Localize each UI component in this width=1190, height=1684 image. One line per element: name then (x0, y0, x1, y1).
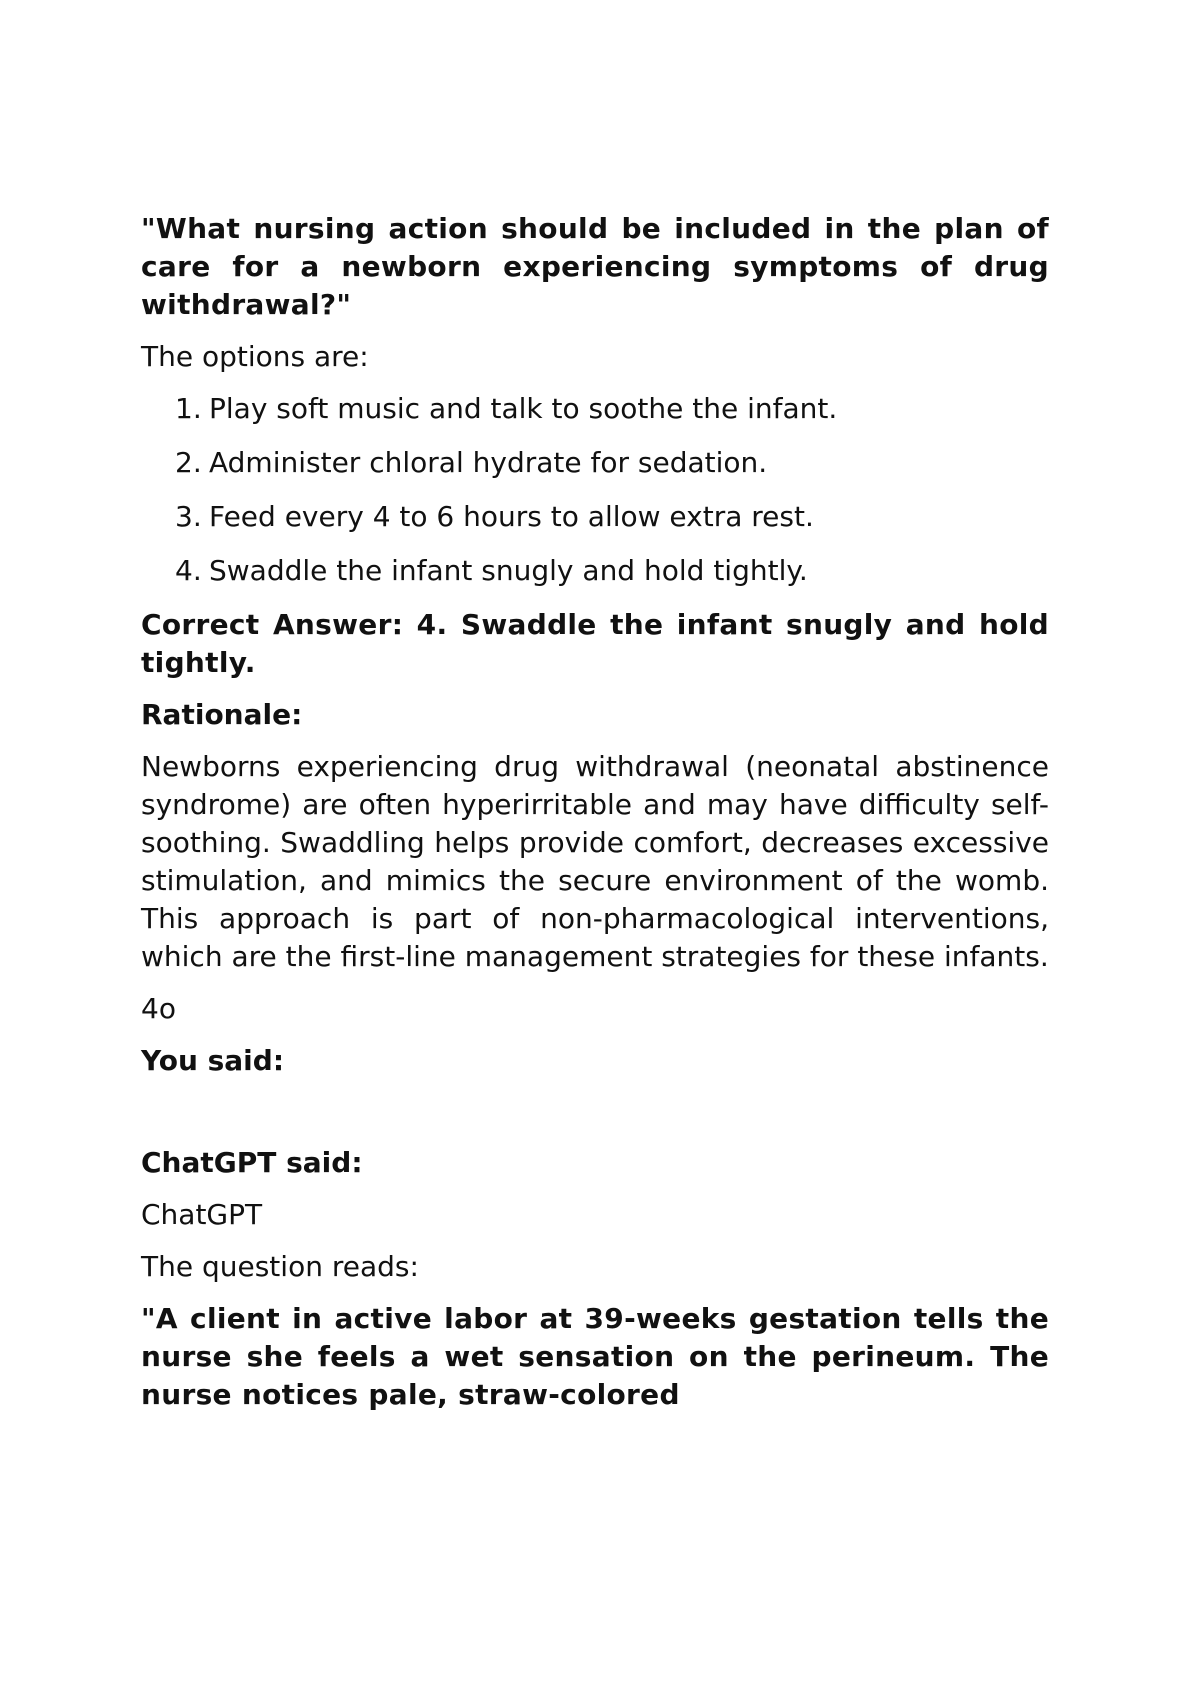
question-2-intro: The question reads: (141, 1250, 419, 1283)
model-label: 4o (141, 992, 176, 1025)
option-number: 2. (175, 446, 202, 479)
correct-answer: Correct Answer: 4. Swaddle the infant snugly and hold tightly. (141, 608, 1049, 679)
option-text: Swaddle the infant snugly and hold tightly. (209, 554, 808, 587)
options-list (141, 390, 1049, 590)
document-page (141, 210, 1049, 1428)
option-item (175, 390, 1049, 428)
option-item (175, 498, 1049, 536)
question-text: "What nursing action should be included in the plan of care for a newborn experiencing symptoms of drug withdrawal?" (141, 212, 1049, 321)
option-text: Play soft music and talk to soothe the infant. (209, 392, 838, 425)
option-number: 4. (175, 554, 202, 587)
option-number: 1. (175, 392, 202, 425)
options-intro: The options are: (141, 340, 369, 373)
rationale-heading: Rationale: (141, 698, 303, 731)
option-item (175, 444, 1049, 482)
chatgpt-said-label: ChatGPT said: (141, 1146, 363, 1179)
question-2-text: "A client in active labor at 39-weeks gestation tells the nurse she feels a wet sensation on the perineum. The nurse notices pale, straw-colored (141, 1302, 1049, 1411)
chatgpt-name: ChatGPT (141, 1198, 263, 1231)
rationale-text: Newborns experiencing drug withdrawal (neonatal abstinence syndrome) are often hyperirritable and may have difficulty self-soothing. Swaddling helps provide comfort, decreases excessive stimulation, and mimics the secure environment of the womb. This approach is part of non-pharmacological interventions, which are the first-line management strategies for these infants. (141, 750, 1049, 973)
option-text: Administer chloral hydrate for sedation. (209, 446, 768, 479)
option-item (175, 552, 1049, 590)
empty-message-spacer (141, 1094, 1049, 1144)
option-number: 3. (175, 500, 202, 533)
option-text: Feed every 4 to 6 hours to allow extra rest. (209, 500, 814, 533)
you-said-label: You said: (141, 1044, 285, 1077)
